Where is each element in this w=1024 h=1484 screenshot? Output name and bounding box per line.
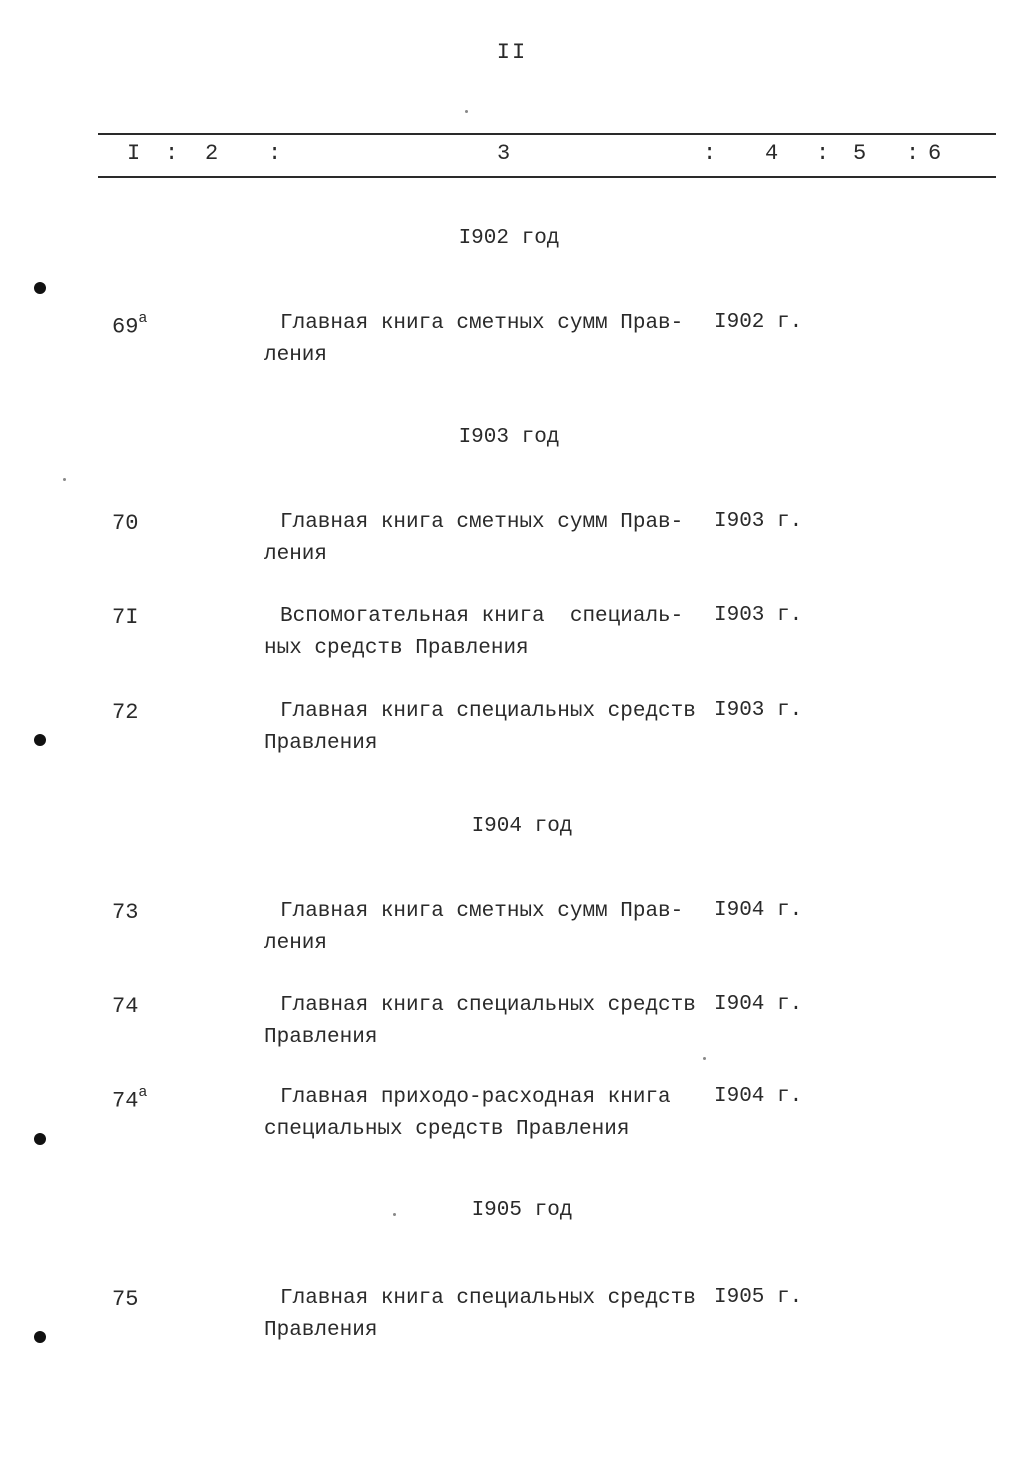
entry-number: 70 [112, 511, 139, 536]
year-heading: I905 год [471, 1199, 573, 1222]
header-top-rule [98, 133, 996, 135]
entry-date: I902 г. [714, 311, 803, 334]
scan-speck [703, 1057, 706, 1060]
entry-number-suffix: а [138, 1084, 148, 1101]
entry-title: Главная книга сметных сумм Прав- ления [264, 900, 684, 955]
column-separator: : [703, 141, 717, 166]
entry-number: $74^а$ [112, 1084, 148, 1114]
column-header-6: 6 [928, 141, 942, 166]
entry-number-suffix: а [138, 310, 148, 327]
column-header-2: 2 [205, 141, 219, 166]
entry-date: I904 г. [714, 899, 803, 922]
column-separator: : [906, 141, 920, 166]
entry-title: Вспомогательная книга специаль- ных средств Правления [264, 605, 684, 660]
scan-speck [393, 1213, 396, 1216]
punch-hole [34, 1133, 46, 1145]
entry-title: Главная приходо-расходная книга специальных средств Правления [264, 1086, 671, 1141]
page-number: II [496, 40, 528, 65]
year-heading: I903 год [458, 426, 560, 449]
column-header-3: 3 [497, 141, 511, 166]
entry-date: I904 г. [714, 993, 803, 1016]
year-heading: I904 год [471, 815, 573, 838]
punch-hole [34, 282, 46, 294]
entry-title: Главная книга специальных средств Правления [264, 994, 696, 1049]
entry-number: 72 [112, 700, 139, 725]
entry-number: 74 [112, 994, 139, 1019]
entry-number: 7I [112, 605, 139, 630]
entry-date: I904 г. [714, 1085, 803, 1108]
column-header-1: I [127, 141, 141, 166]
entry-number: 75 [112, 1287, 139, 1312]
entry-number: $69^а$ [112, 310, 148, 340]
column-separator: : [268, 141, 282, 166]
header-bottom-rule [98, 176, 996, 178]
scan-speck [63, 478, 66, 481]
punch-hole [34, 734, 46, 746]
entry-date: I903 г. [714, 604, 803, 627]
entry-title: Главная книга сметных сумм Прав- ления [264, 511, 684, 566]
year-heading: I902 год [458, 227, 560, 250]
punch-hole [34, 1331, 46, 1343]
entry-title: Главная книга специальных средств Правления [264, 1287, 696, 1342]
column-header-5: 5 [853, 141, 867, 166]
entry-title: Главная книга специальных средств Правления [264, 700, 696, 755]
entry-date: I905 г. [714, 1286, 803, 1309]
entry-number: 73 [112, 900, 139, 925]
column-separator: : [816, 141, 830, 166]
scan-speck [465, 110, 468, 113]
column-header-4: 4 [765, 141, 779, 166]
column-separator: : [165, 141, 179, 166]
entry-title: Главная книга сметных сумм Прав- ления [264, 312, 684, 367]
entry-date: I903 г. [714, 510, 803, 533]
entry-date: I903 г. [714, 699, 803, 722]
